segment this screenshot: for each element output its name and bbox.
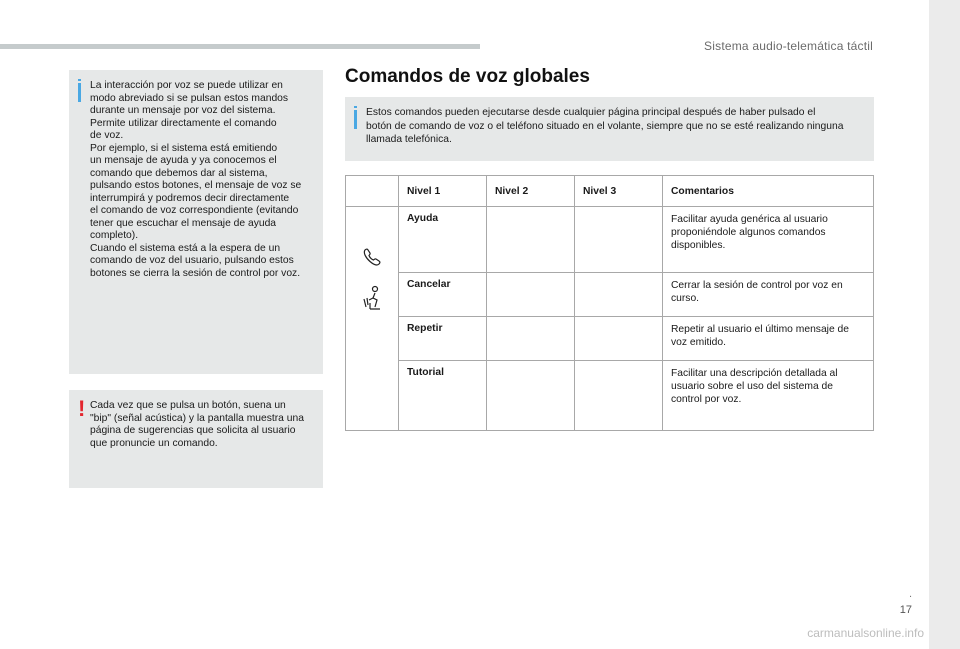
cell-nivel-1: Repetir <box>399 317 487 361</box>
info-box-text: La interacción por voz se puede utilizar en modo abreviado si se pulsan estos mandos durante un mensaje por voz del sistema. Permite utilizar directamente el comando de voz. Por ejemplo, si el sistema está emitiendo un mensaje de ayuda y ya conocemos el comando que debemos dar al sistema, pulsando estos botones, el mensaje de voz se interrumpirá y podremos decir directamente el comando de voz correspondiente (evitando tener que escuchar el mensaje de ayuda completo). Cuando el sistema está a la espera de un comando de voz del usuario, pulsando estos botones se cierra la sesión de control por voz. <box>90 80 302 279</box>
cell-comment: Repetir al usuario el último mensaje de voz emitido. <box>663 317 874 361</box>
cell-nivel-2 <box>487 361 575 431</box>
intro-box <box>345 97 874 161</box>
cell-nivel-1: Cancelar <box>399 273 487 317</box>
section-title: Comandos de voz globales <box>345 66 590 87</box>
intro-text: Estos comandos pueden ejecutarse desde cualquier página principal después de haber pulsado el botón de comando de voz o el teléfono situado en el volante, siempre que no se esté realizando ninguna llamada telefónica. <box>366 107 844 145</box>
cell-nivel-3 <box>575 361 663 431</box>
voice-command-icon <box>361 285 383 311</box>
cell-nivel-2 <box>487 273 575 317</box>
info-icon <box>354 110 357 129</box>
header-icon-column <box>346 176 399 207</box>
cell-nivel-1: Ayuda <box>399 207 487 273</box>
warning-icon: ! <box>78 396 86 421</box>
cell-nivel-3 <box>575 317 663 361</box>
cell-comment: Cerrar la sesión de control por voz en curso. <box>663 273 874 317</box>
header-rule <box>0 44 480 49</box>
header-nivel-2: Nivel 2 <box>487 176 575 207</box>
cell-nivel-3 <box>575 273 663 317</box>
cell-nivel-2 <box>487 207 575 273</box>
cell-comment: Facilitar una descripción detallada al usuario sobre el uso del sistema de control por voz. <box>663 361 874 431</box>
table-row <box>346 317 874 361</box>
cell-nivel-1: Tutorial <box>399 361 487 431</box>
warning-box <box>69 390 323 488</box>
info-box <box>69 70 323 374</box>
icon-cell <box>346 207 399 431</box>
page-header-title: Sistema audio-telemática táctil <box>704 39 873 53</box>
header-nivel-3: Nivel 3 <box>575 176 663 207</box>
page-dot: . <box>908 588 912 600</box>
info-icon <box>78 83 81 102</box>
page-side-band <box>929 0 960 649</box>
header-nivel-1: Nivel 1 <box>399 176 487 207</box>
table-header-row <box>346 176 874 207</box>
phone-icon <box>362 247 382 267</box>
watermark: carmanualsonline.info <box>807 626 924 640</box>
cell-nivel-3 <box>575 207 663 273</box>
header-comentarios: Comentarios <box>663 176 874 207</box>
table-row <box>346 273 874 317</box>
cell-nivel-2 <box>487 317 575 361</box>
table-row <box>346 207 874 273</box>
warning-box-text: Cada vez que se pulsa un botón, suena un "bip" (señal acústica) y la pantalla muestra una página de sugerencias que solicita al usuario que pronuncie un comando. <box>90 400 304 449</box>
commands-table <box>345 175 874 431</box>
cell-comment: Facilitar ayuda genérica al usuario proponiéndole algunos comandos disponibles. <box>663 207 874 273</box>
table-row <box>346 361 874 431</box>
page-number: 17 <box>899 604 912 616</box>
